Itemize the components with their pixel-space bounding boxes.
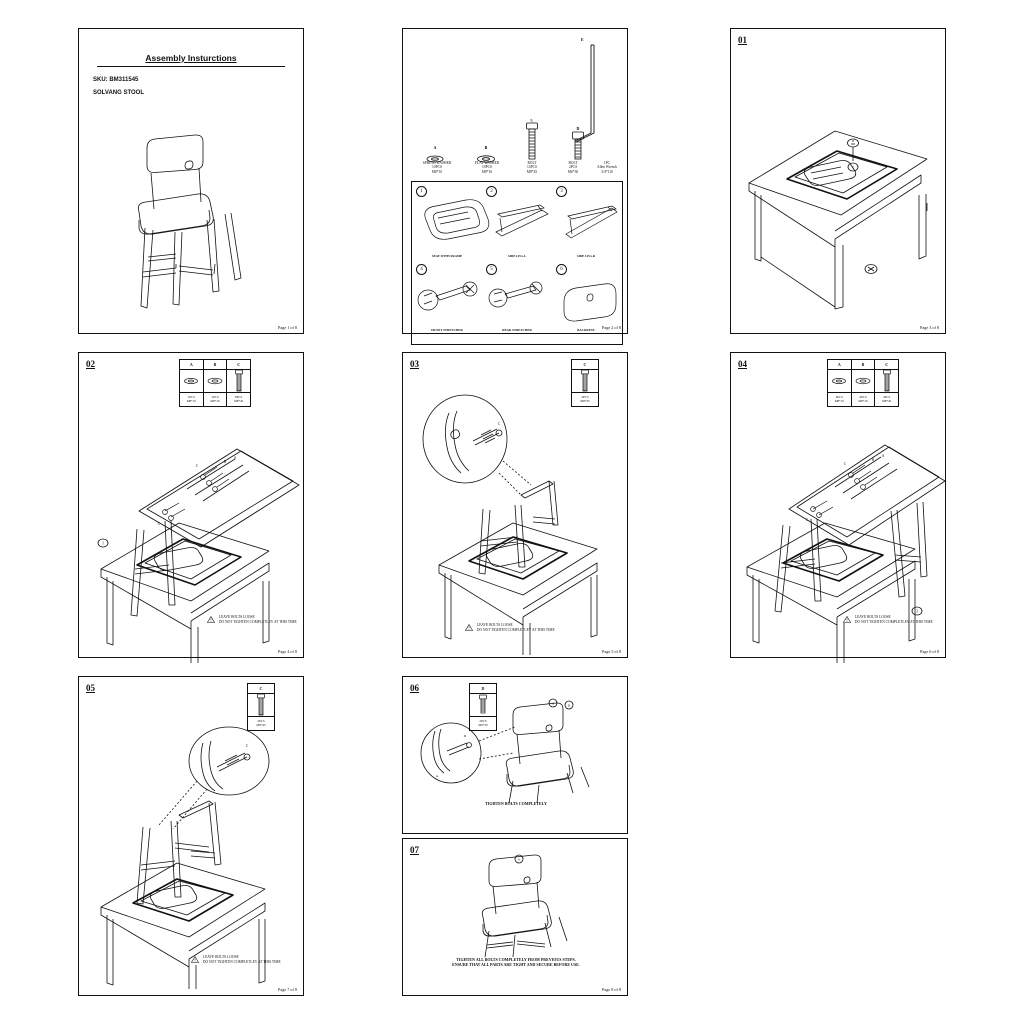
model-name: SOLVANG STOOL [93,90,145,96]
callout-e-label: E [581,37,584,42]
title-rule [97,66,285,67]
part-num-5: 5 [486,264,497,275]
hw-c-name: BOLT [527,161,537,165]
svg-text:B: B [484,145,488,150]
svg-text:3: 3 [916,609,918,614]
step-02-warning [207,615,297,624]
bom-col-a4 [828,360,852,406]
bom-size-c3: M8*45 [580,398,590,403]
page-8-bottom [402,838,628,996]
warn-loose-2: DO NOT TIGHTEN COMPLETLEY AT THIS TIME [202,959,281,964]
step-number-02: 02 [86,359,95,369]
hardware-caption-b [461,161,513,174]
page-4 [78,352,304,658]
hw-e-size: 3/4*110 [601,169,613,174]
bom-key-a: A [189,362,193,367]
svg-text:D: D [576,126,580,131]
hw-b-name: FLAT WASHER [474,161,500,165]
step-number-01: 01 [738,35,747,45]
page-2 [402,28,628,334]
page-7 [78,676,304,996]
part-name-2: SIDE LEG-L [507,254,527,258]
svg-text:C: C [805,518,809,522]
hw-b-qty: 10PCS [482,165,492,170]
part-name-6: BACKREST [577,328,595,332]
bom-col-a [180,360,204,406]
svg-text:C: C [843,462,847,466]
step-06-note: TIGHTEN BOLTS COMPLETELY [485,801,547,806]
bom-qty-c: 8PCS [235,394,243,399]
bom-key-a4: A [837,362,841,367]
svg-text:1: 1 [102,541,104,546]
svg-text:A: A [881,454,885,458]
bom-size-c: M8*45 [234,398,244,403]
bom-qty-c4: 4PCS [883,394,891,399]
bom-size-b4: M8*16 [858,398,868,403]
step-number-05: 05 [86,683,95,693]
hw-c-size: M8*45 [526,169,538,174]
part-name-1: SEAT WITH FRAME [431,254,463,258]
bom-size-c5: M8*45 [256,722,266,727]
bom-key-b4: B [861,362,865,367]
bom-col-b [204,360,228,406]
step-04-warning [843,615,933,624]
sku-value: BM311545 [109,77,139,83]
final-warning-line2: ENSURE THAT ALL PARTS ARE TIGHT AND SECURE BEFORE USE. [452,962,580,968]
warn-loose-2: DO NOT TIGHTEN COMPLETLEY AT THIS TIME [218,619,297,624]
part-num-6: 6 [556,264,567,275]
bom-key-b: B [213,362,217,367]
hw-a-qty: 10PCS [432,165,442,170]
part-name-4: FRONT STRETCHER [431,328,463,332]
spring-washer-icon [180,370,203,393]
parts-box [411,181,623,345]
flat-washer-icon [204,370,227,393]
bom-size-a: M8*10 [186,398,196,403]
svg-text:B: B [871,458,875,462]
bom-qty-a4: 4PCS [835,394,843,399]
sku-line [93,77,303,83]
bom-col-c4 [875,360,898,406]
final-warning [403,957,629,968]
page-3 [730,28,946,334]
svg-text:C: C [195,464,199,468]
svg-text:D: D [567,703,571,708]
part-num-4: 4 [416,264,427,275]
bom-key-c5: C [259,686,263,691]
step-number-06: 06 [410,683,419,693]
part-num-1: 1 [416,186,427,197]
svg-text:B: B [223,460,227,464]
hw-d-qty: 2PCS [568,165,578,170]
hw-b-size: M8*16 [481,169,493,174]
page-number-6: Page 6 of 8 [920,649,939,654]
page-number-7: Page 7 of 8 [278,987,297,992]
hw-d-size: M6*30 [567,169,579,174]
warn-loose-2: DO NOT TIGHTEN COMPLETLEY AT THIS TIME [854,619,933,624]
step-05-warning [191,955,281,964]
bom-qty-a: 1PCS [187,394,195,399]
step-number-07: 07 [410,845,419,855]
svg-text:A: A [551,701,555,706]
product-illustration [79,124,305,324]
step-01-illustration [731,51,947,321]
page-title: Assembly Insturctions [145,53,237,63]
step-03-warning [465,623,555,632]
hw-c-qty: 14PCS [527,165,537,170]
bom-size-a4: M8*10 [834,398,844,403]
page-8-top [402,676,628,834]
hardware-caption-c [511,161,553,174]
bolt-icon [875,370,898,393]
bom-col-b4 [852,360,876,406]
bom-col-c [227,360,250,406]
step-number-03: 03 [410,359,419,369]
warning-icon [207,616,215,623]
bom-size-c4: M8*45 [882,398,892,403]
hw-a-size: M8*10 [431,169,443,174]
bom-size-b: M8*16 [210,398,220,403]
svg-text:6: 6 [518,857,520,862]
warn-loose-1: LEAVE BOLTS LOOSE [202,955,239,959]
warning-icon [843,616,851,623]
bom-size-d6: M6*30 [478,722,488,727]
page-number-1: Page 1 of 8 [278,325,297,330]
svg-text:C: C [497,422,501,426]
step-03-illustration [403,385,629,655]
step-05-illustration [79,719,305,989]
final-warning-line1: TIGHTEN ALL BOLTS COMPLETELY FROM PREVIOUS STEPS. [456,957,576,962]
svg-text:1: 1 [852,164,854,170]
hardware-caption-d [553,161,593,174]
warning-icon [465,624,473,631]
warn-loose-1: LEAVE BOLTS LOOSE [218,615,255,619]
step-02-hardware-table [179,359,251,407]
warn-loose-2: DO NOT TIGHTEN COMPLETLEY AT THIS TIME [476,627,555,632]
bom-qty-d6: 2PCS [479,718,487,723]
bom-qty-b4: 4PCS [859,394,867,399]
page-5 [402,352,628,658]
bolt-icon [248,694,274,717]
page-1 [78,28,304,334]
step-number-04: 04 [738,359,747,369]
bom-key-c: C [237,362,241,367]
step-07-illustration [403,847,629,959]
bom-key-c3: C [583,362,587,367]
page-number-8: Page 8 of 8 [602,987,621,992]
bom-qty-c5: 2PCS [257,718,265,723]
hw-a-name: SPRING WASHER [422,161,452,165]
hardware-caption-a [411,161,463,174]
sku-label: SKU: [93,77,108,83]
part-num-2: 2 [486,186,497,197]
page-number-5: Page 5 of 8 [602,649,621,654]
bom-qty-b: 1PCS [211,394,219,399]
svg-text:D: D [463,734,467,738]
svg-text:C: C [157,522,161,526]
step-06-illustration [403,685,629,805]
parts-row2-illustrations [412,272,622,328]
step-04-hardware-table [827,359,899,407]
bolt-icon [227,370,250,393]
hardware-caption-e [589,161,625,174]
flat-washer-icon [852,370,875,393]
hw-d-name: BOLT [568,161,578,165]
warning-icon [191,956,199,963]
bom-key-c4: C [885,362,889,367]
svg-text:C: C [530,119,534,123]
warn-loose-1: LEAVE BOLTS LOOSE [854,615,891,619]
part-num-3: 3 [556,186,567,197]
hw-e-qty: 1PC [603,161,611,165]
warn-loose-1: LEAVE BOLTS LOOSE [476,623,513,627]
page-number-2: Page 2 of 8 [602,325,621,330]
svg-text:A: A [433,145,437,150]
page-number-3: Page 3 of 8 [920,325,939,330]
hw-e-name: Allen Wrench [596,165,618,170]
spring-washer-icon [828,370,851,393]
bom-key-d6: D [481,686,485,691]
part-name-5: REAR STRETCHER [502,328,532,332]
page-6 [730,352,946,658]
page-number-4: Page 4 of 8 [278,649,297,654]
bom-qty-c3: 2PCS [581,394,589,399]
svg-text:C: C [245,744,249,748]
part-name-3: SIDE LEG-R [576,254,596,258]
parts-row1-illustrations [412,194,622,256]
svg-text:A: A [233,456,237,460]
svg-text:A: A [435,774,439,778]
